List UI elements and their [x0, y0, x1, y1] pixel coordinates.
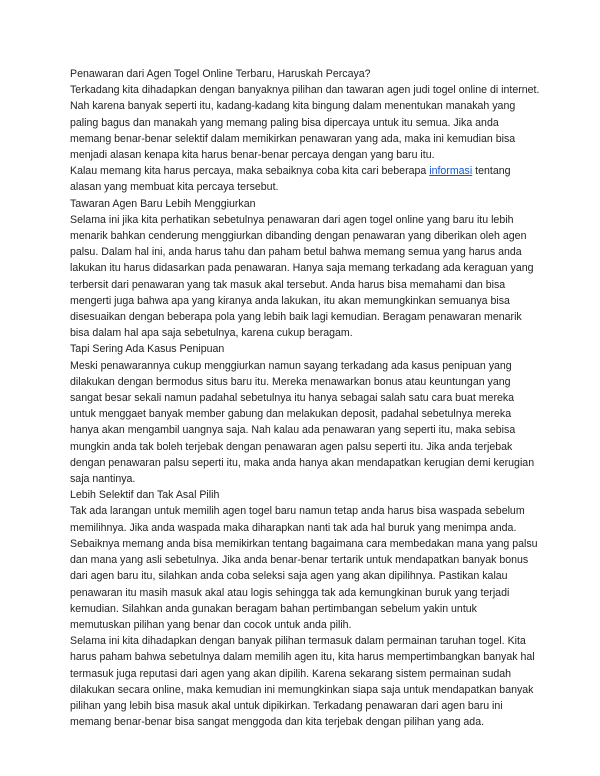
intro2-text-before: Kalau memang kita harus percaya, maka sebaiknya coba kita cari beberapa — [70, 165, 430, 178]
document-title: Penawaran dari Agen Togel Online Terbaru, Haruskah Percaya? — [70, 68, 371, 80]
intro2-text-after: tentang alasan yang membuat kita percaya tersebut. — [70, 165, 511, 194]
section-heading-1: Tawaran Agen Baru Lebih Menggiurkan — [70, 197, 256, 210]
section-paragraph-2: Meski penawarannya cukup menggiurkan namun sayang terkadang ada kasus penipuan yang dilakukan dengan bermodus situs baru itu. Mereka menawarkan bonus atau keuntungan yang sangat besar sekali namun padahal sebetulnya itu hanya sebagai salah satu cara buat mereka untuk menggaet banyak member gabung dan melakukan deposit, padahal sebetulnya mereka hanya akan mengambil uangnya saja. Nah kalau ada penawaran yang seperti itu, maka sebisa mungkin anda tak boleh terjebak dengan penawaran agen palsu seperti itu. Jika anda terjebak dengan penawaran palsu seperti itu, maka anda hanya akan mendapatkan kerugian demi kerugian saja nantinya. — [70, 359, 535, 486]
section-heading-2: Tapi Sering Ada Kasus Penipuan — [70, 343, 225, 356]
informasi-link[interactable]: informasi — [429, 165, 473, 178]
intro-paragraph: Terkadang kita dihadapkan dengan banyaknya pilihan dan tawaran agen judi togel online di internet. Nah karena banyak seperti itu, kadang-kadang kita bingung dalam menentukan manakah yang paling bagus dan manakah yang memang paling bisa dipercaya untuk itu semua. Jika anda memang benar-benar selektif dalam memikirkan penawaran yang ada, maka ini kemudian bisa menjadi alasan kenapa kita harus benar-benar percaya dengan yang baru itu. — [70, 84, 540, 162]
section-paragraph-1: Selama ini jika kita perhatikan sebetulnya penawaran dari agen togel online yang baru itu lebih menarik bahkan cenderung menggiurkan dibanding dengan penawaran yang diberikan oleh agen palsu. Dalam hal ini, anda harus tahu dan paham betul bahwa memang semua yang harus anda lakukan itu harus didasarkan pada penawaran. Hanya saja memang terkadang ada keraguan yang terbersit dari penawaran yang tak masuk akal tersebut. Anda harus bisa memahami dan bisa mengerti juga bahwa apa yang kiranya anda lakukan, itu akan memungkinkan semuanya bisa disesuaikan dengan beberapa pola yang lebih baik lagi kemudian. Beragam penawaran menarik bisa dalam hal apa saja sebetulnya, karena cukup beragam. — [70, 213, 534, 340]
intro-paragraph-2 — [70, 163, 540, 195]
section-paragraph-5: pilihan yang lebih bisa masuk akal untuk dipikirkan. Terkadang penawaran dari agen baru ini memang benar-benar bisa sangat menggoda dan kita terjebak dengan pilihan yang ada. — [70, 699, 503, 729]
section-paragraph-3: Tak ada larangan untuk memilih agen togel baru namun tetap anda harus bisa waspada sebelum memilihnya. Jika anda waspada maka diharapkan nanti tak ada hal buruk yang menimpa anda. Sebaiknya memang anda bisa memikirkan tentang bagaimana cara membedakan mana yang palsu dan mana yang asli sebetulnya. Jika anda benar-benar tertarik untuk mendapatkan banyak bonus dari agen baru itu, silahkan anda coba seleksi saja agen yang akan dipilihnya. Pastikan kalau penawaran itu masih masuk akal atau logis sehingga tak ada kemungkinan buruk yang terjadi kemudian. Silahkan anda gunakan beragam bahan pertimbangan sebelum yakin untuk memutuskan pilihan yang benar dan cocok untuk anda pilih. — [70, 505, 538, 631]
document-body — [70, 66, 540, 730]
section-paragraph-4: Selama ini kita dihadapkan dengan banyak pilihan termasuk dalam permainan taruhan togel. Kita harus paham bahwa sebetulnya dalam memilih agen itu, kita harus mempertimbangkan banyak hal termasuk juga reputasi dari agen yang akan dipilih. Karena sekarang sistem permainan sudah dilakukan secara online, maka kemudian ini memungkinkan siapa saja untuk mendapatkan banyak — [70, 635, 535, 696]
section-heading-3: Lebih Selektif dan Tak Asal Pilih — [70, 489, 220, 502]
